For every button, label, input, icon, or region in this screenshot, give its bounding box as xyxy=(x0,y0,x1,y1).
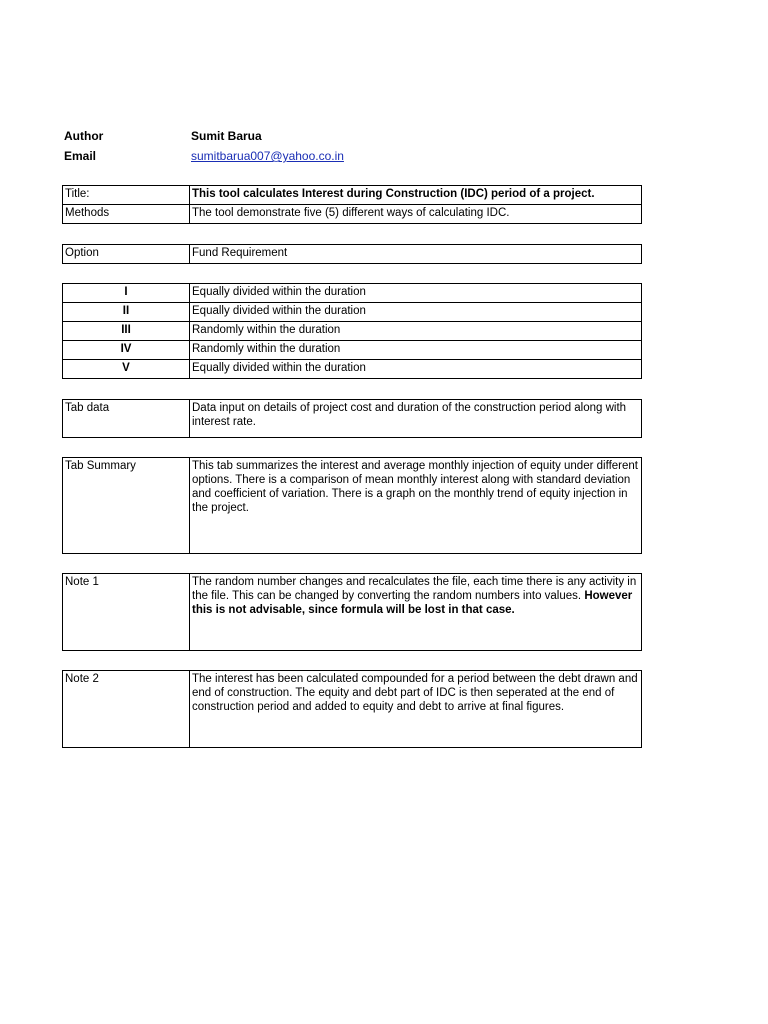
email-label: Email xyxy=(64,149,97,163)
option-row xyxy=(63,360,642,379)
option-fund: Randomly within the duration xyxy=(190,341,642,360)
option-row xyxy=(63,341,642,360)
note1-bold-text: However this is not advisable, since formula will be lost in that case. xyxy=(192,590,633,616)
title-label: Title: xyxy=(63,186,190,205)
options-table xyxy=(62,283,642,379)
author-label: Author xyxy=(64,129,104,143)
note1-text: The random number changes and recalculates the file, each time there is any activity in the file. This can be changed by converting the random numbers into values. xyxy=(192,576,637,602)
option-id: IV xyxy=(63,341,190,360)
note2-table xyxy=(62,670,642,748)
option-fund: Randomly within the duration xyxy=(190,322,642,341)
option-row xyxy=(63,303,642,322)
option-id: III xyxy=(63,322,190,341)
option-col-header: Option xyxy=(63,245,190,264)
author-value: Sumit Barua xyxy=(191,129,262,143)
option-fund: Equally divided within the duration xyxy=(190,303,642,322)
tab-data-table xyxy=(62,399,642,438)
option-row xyxy=(63,322,642,341)
tab-data-text: Data input on details of project cost and duration of the construction period along with interest rate. xyxy=(190,400,642,438)
tab-summary-text: This tab summarizes the interest and average monthly injection of equity under different options. There is a comparison of mean monthly interest along with standard deviation and coefficient of variation. There is a graph on the monthly trend of equity injection in the project. xyxy=(190,458,642,554)
note2-label: Note 2 xyxy=(63,671,190,748)
methods-value: The tool demonstrate five (5) different ways of calculating IDC. xyxy=(190,205,642,224)
tab-summary-label: Tab Summary xyxy=(63,458,190,554)
methods-label: Methods xyxy=(63,205,190,224)
email-link[interactable]: sumitbarua007@yahoo.co.in xyxy=(191,149,344,163)
title-value: This tool calculates Interest during Construction (IDC) period of a project. xyxy=(190,186,642,205)
note1-table xyxy=(62,573,642,651)
note2-text: The interest has been calculated compounded for a period between the debt drawn and end of construction. The equity and debt part of IDC is then seperated at the end of construction period and added to equity and debt to arrive at final figures. xyxy=(190,671,642,748)
tab-data-label: Tab data xyxy=(63,400,190,438)
option-row xyxy=(63,284,642,303)
info-table xyxy=(62,185,642,224)
option-id: V xyxy=(63,360,190,379)
option-id: I xyxy=(63,284,190,303)
options-header-table xyxy=(62,244,642,264)
note1-cell xyxy=(190,574,642,651)
fund-col-header: Fund Requirement xyxy=(190,245,642,264)
tab-summary-table xyxy=(62,457,642,554)
note1-label: Note 1 xyxy=(63,574,190,651)
option-fund: Equally divided within the duration xyxy=(190,284,642,303)
option-fund: Equally divided within the duration xyxy=(190,360,642,379)
option-id: II xyxy=(63,303,190,322)
